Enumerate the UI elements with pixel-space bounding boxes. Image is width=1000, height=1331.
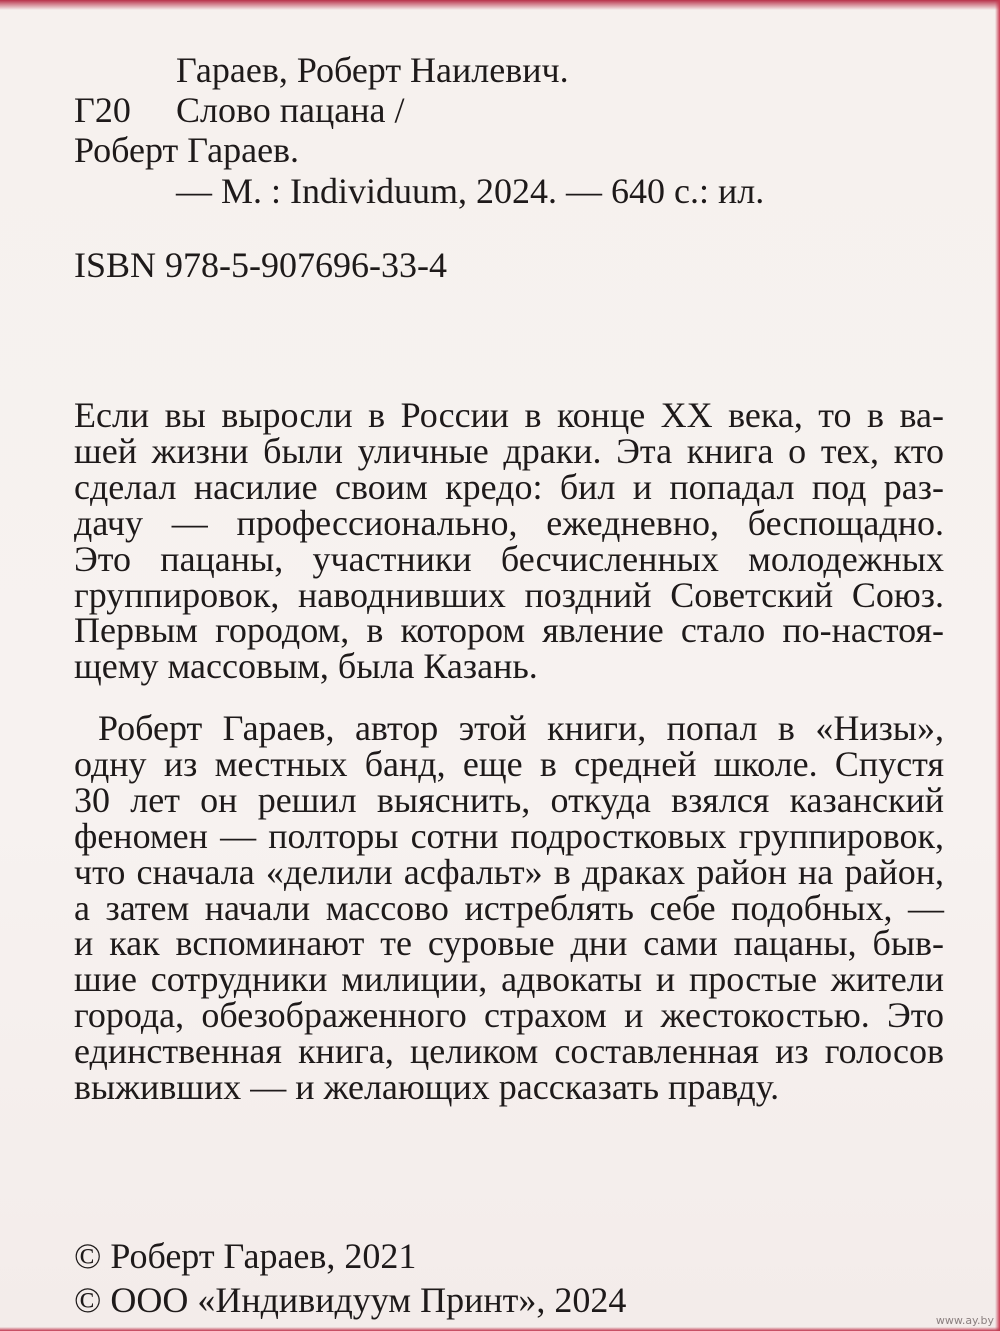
annotation-line: феномен — полторы сотни подростковых группировок, <box>74 815 944 856</box>
annotation-line: а затем начали массово истреблять себе подобных, — <box>74 887 944 928</box>
isbn: ISBN 978-5-907696-33-4 <box>74 245 447 285</box>
annotation-line: шие сотрудники милиции, адвокаты и простые жители <box>74 959 944 1000</box>
annotation-line: что сначала «делили асфальт» в драках район на район, <box>74 851 944 892</box>
annotation-line: сделал насилие своим кредо: бил и попадал под раз- <box>74 466 944 507</box>
annotation-line: Это пацаны, участники бесчисленных молодежных <box>74 538 944 579</box>
annotation-line: города, обезображенного страхом и жестокостью. Это <box>74 995 944 1036</box>
catalog-index-code: Г20 <box>74 90 131 130</box>
annotation-line: Первым городом, в котором явление стало по-настоя- <box>74 610 944 651</box>
page-top-edge <box>0 0 1000 10</box>
annotation-line: группировок, наводнивших поздний Советский Союз. <box>74 574 944 615</box>
annotation-line: щему массовым, была Казань. <box>74 646 538 687</box>
catalog-author-line: Роберт Гараев. <box>74 130 300 170</box>
annotation-paragraph-1 <box>74 395 944 687</box>
annotation-line: выживших — и желающих рассказать правду. <box>74 1067 780 1108</box>
copyright-author: © Роберт Гараев, 2021 <box>74 1236 417 1276</box>
annotation-line: шей жизни были уличные драки. Эта книга о тех, кто <box>74 430 944 471</box>
annotation-line: и как вспоминают те суровые дни сами пацаны, быв- <box>74 923 944 964</box>
page-bottom-edge <box>0 1327 1000 1331</box>
annotation-paragraph-2 <box>74 708 944 1108</box>
watermark-text: www.ay.by <box>935 1314 994 1327</box>
annotation-line: единственная книга, целиком составленная из голосов <box>74 1031 944 1072</box>
catalog-title: Слово пацана / <box>176 90 405 130</box>
catalog-imprint: — М. : Individuum, 2024. — 640 с.: ил. <box>176 171 765 211</box>
annotation-line: 30 лет он решил выяснить, откуда взялся казанский <box>74 779 944 820</box>
annotation-line: Роберт Гараев, автор этой книги, попал в «Низы», <box>98 708 944 748</box>
annotation-line: дачу — профессионально, ежедневно, беспощадно. <box>74 502 944 543</box>
annotation-line: одну из местных банд, еще в средней школе. Спустя <box>74 743 944 784</box>
catalog-author-heading: Гараев, Роберт Наилевич. <box>176 50 569 90</box>
page-right-edge <box>995 0 1000 1331</box>
copyright-publisher: © ООО «Индивидуум Принт», 2024 <box>74 1280 627 1320</box>
annotation-line: Если вы выросли в России в конце XX века, то в ва- <box>74 395 944 435</box>
